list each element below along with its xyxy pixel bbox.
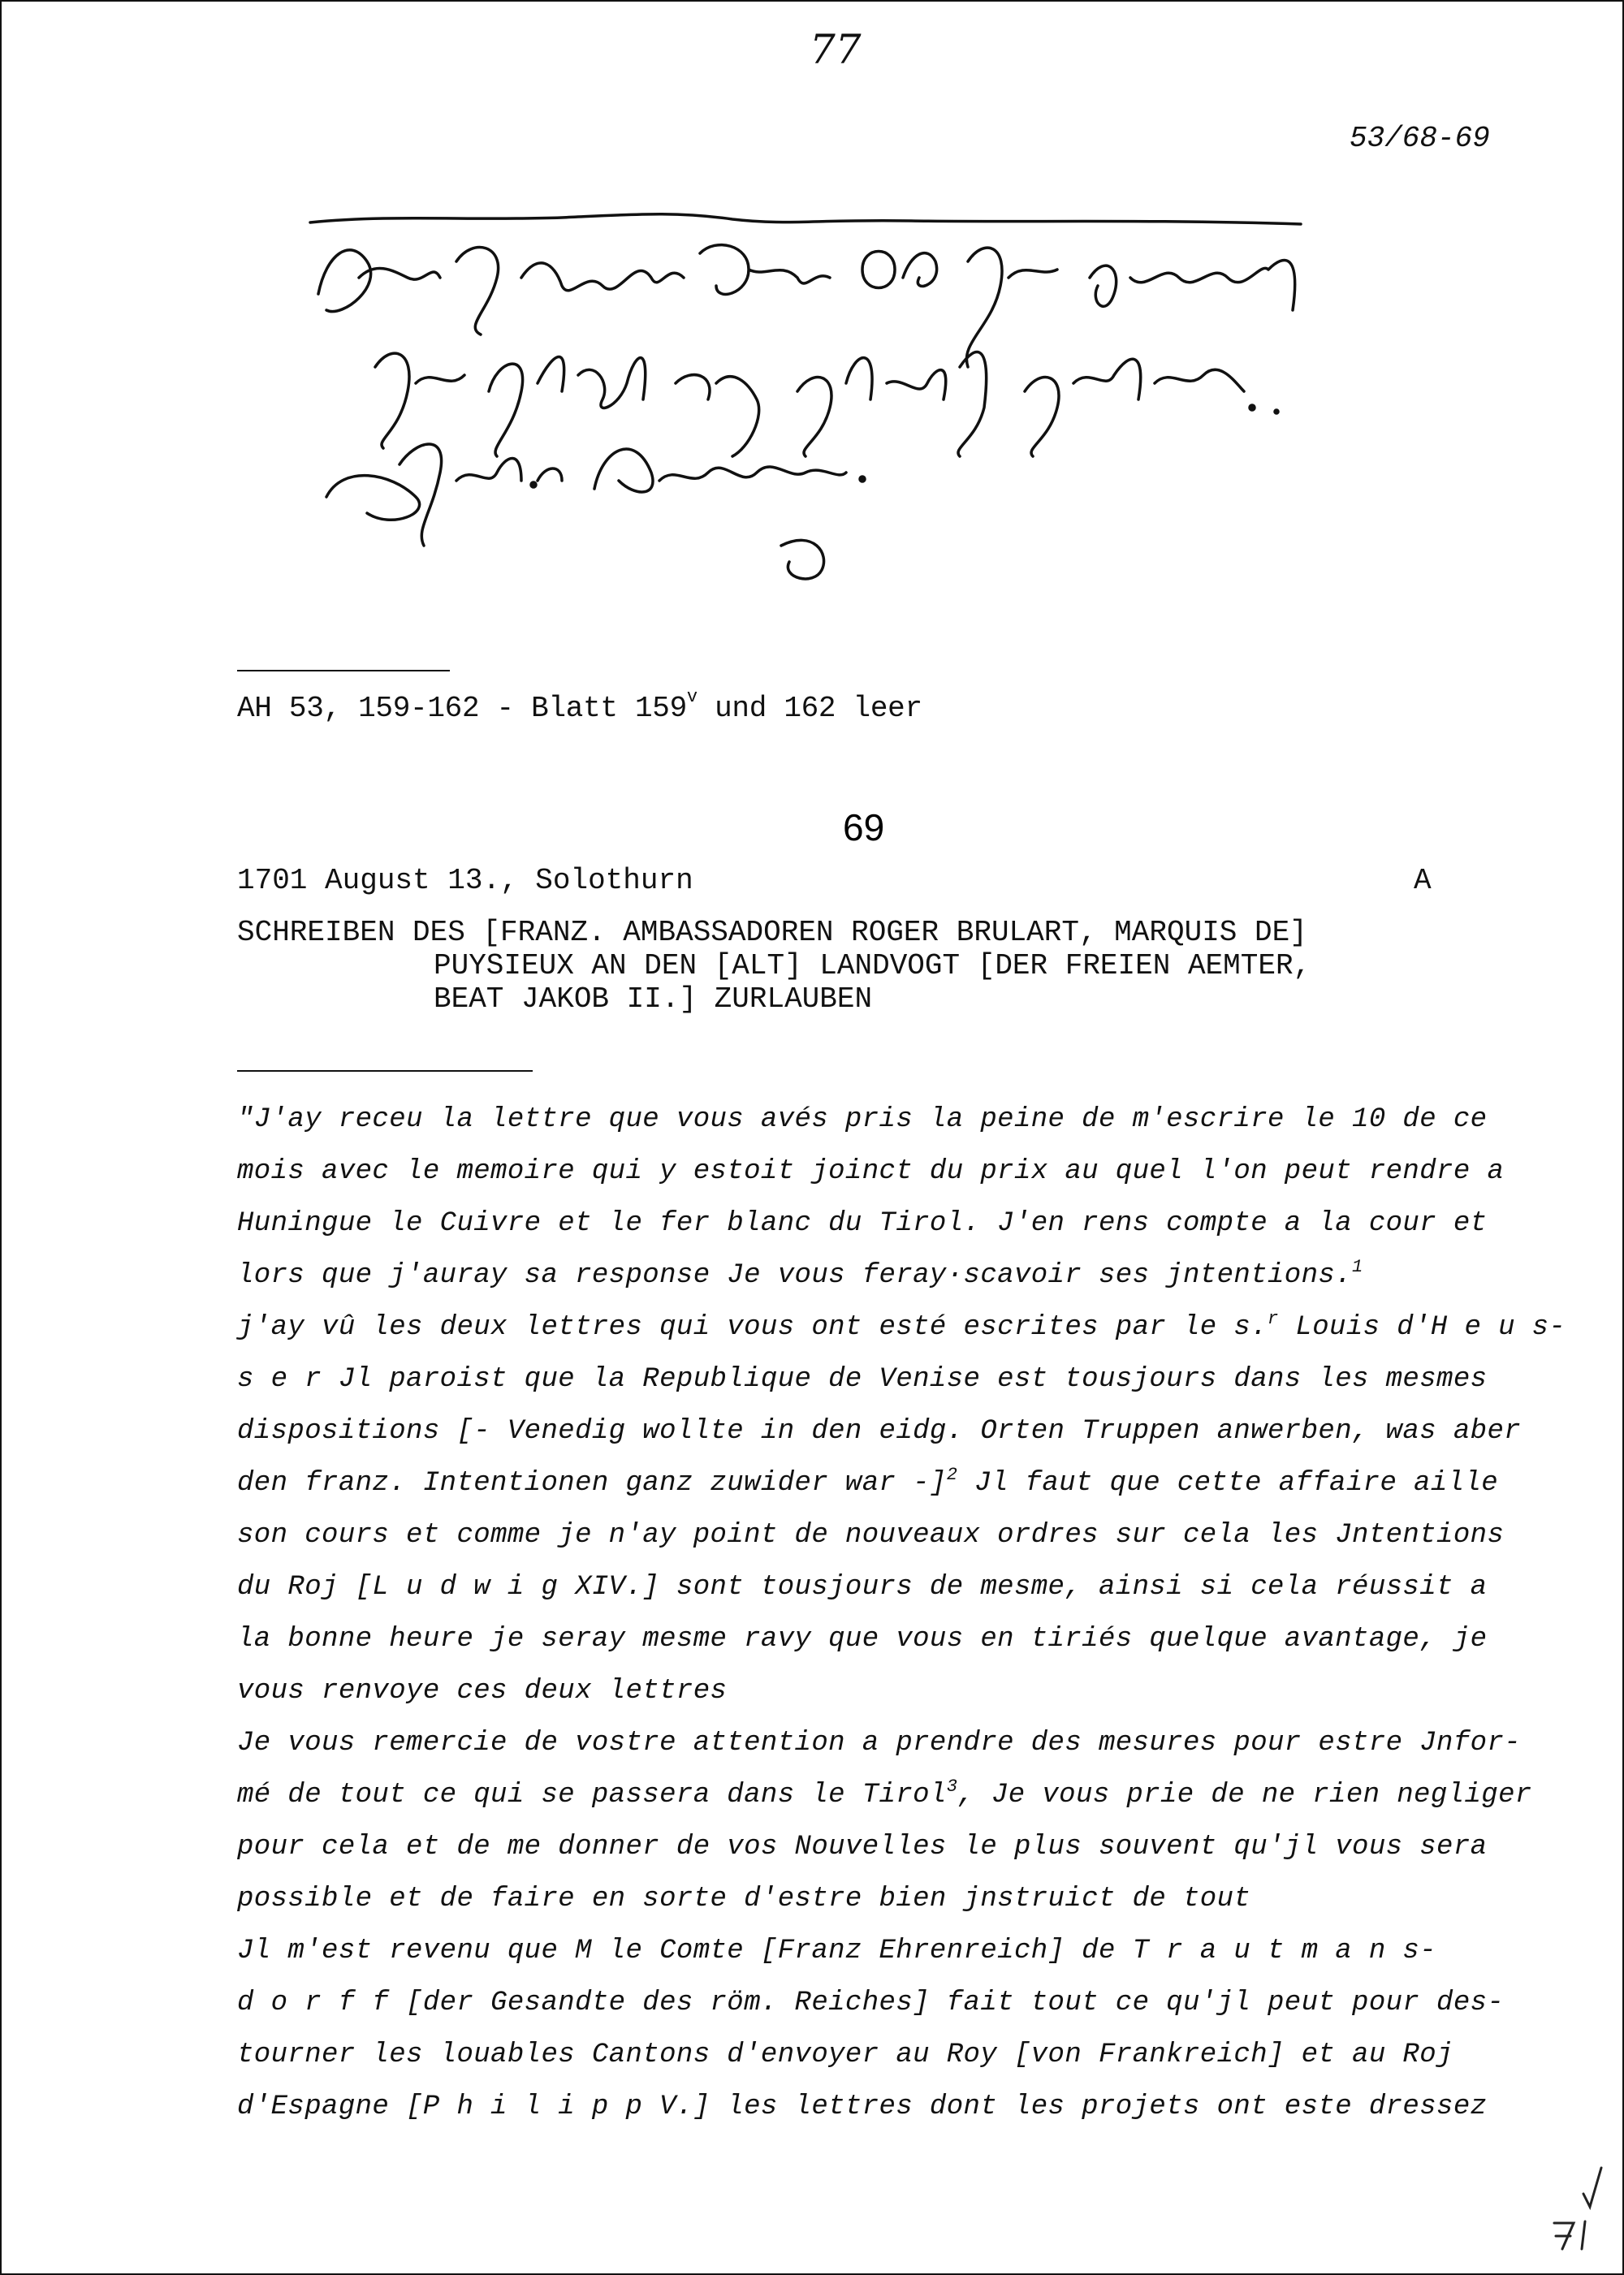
body-line: [237, 1776, 1532, 1811]
divider-rule: [237, 1070, 533, 1072]
body-line: "J'ay receu la lettre que vous avés pris la peine de m'escrire le 10 de ce: [237, 1104, 1488, 1135]
footnote-marker: 2: [946, 1465, 958, 1485]
folio-verso-mark: v: [686, 687, 698, 707]
document-date-place: 1701 August 13., Solothurn: [237, 864, 693, 897]
document-mark: A: [1414, 864, 1432, 897]
body-line: s e r Jl paroist que la Republique de Venise est tousjours dans les mesmes: [237, 1364, 1488, 1395]
pencil-check-mark: [1544, 2161, 1609, 2267]
body-line: Huningue le Cuivre et le fer blanc du Tirol. J'en rens compte a la cour et: [237, 1208, 1488, 1239]
body-line: Jl m'est revenu que M le Comte [Franz Ehrenreich] de T r a u t m a n s-: [237, 1936, 1437, 1966]
divider-rule: [237, 670, 450, 671]
body-line: d o r f f [der Gesandte des röm. Reiches] fait tout ce qu'jl peut pour des-: [237, 1988, 1505, 2018]
body-line: mois avec le memoire qui y estoit joinct du prix au quel l'on peut rendre a: [237, 1156, 1505, 1187]
archive-reference-text: AH 53, 159-162 - Blatt 159: [237, 692, 687, 725]
body-line: son cours et comme je n'ay point de nouveaux ordres sur cela les Jntentions: [237, 1520, 1505, 1551]
folio-number: 77: [810, 26, 862, 73]
body-line: Je vous remercie de vostre attention a prendre des mesures pour estre Jnfor-: [237, 1728, 1522, 1759]
document-heading-line: BEAT JAKOB II.] ZURLAUBEN: [434, 982, 873, 1016]
body-line-text: j'ay vû les deux lettres qui vous ont esté escrites par le s.: [237, 1312, 1268, 1343]
body-line-tail: Jl faut que cette affaire aille: [957, 1468, 1499, 1499]
body-line: du Roj [L u d w i g XIV.] sont tousjours de mesme, ainsi si cela réussit a: [237, 1572, 1488, 1603]
body-line-text: lors que j'auray sa response Je vous feray·scavoir ses jntentions.: [237, 1260, 1353, 1291]
body-line: [237, 1257, 1363, 1291]
body-line-text: den franz. Intentionen ganz zuwider war -]: [237, 1468, 947, 1499]
document-heading-line: SCHREIBEN DES [FRANZ. AMBASSADOREN ROGER BRULART, MARQUIS DE]: [237, 916, 1307, 949]
body-line: pour cela et de me donner de vos Nouvelles le plus souvent qu'jl vous sera: [237, 1832, 1488, 1863]
body-line: vous renvoye ces deux lettres: [237, 1676, 728, 1707]
body-line-tail: , Je vous prie de ne rien negliger: [957, 1780, 1532, 1811]
body-line: [237, 1309, 1566, 1343]
body-line-text: mé de tout ce qui se passera dans le Tirol: [237, 1780, 947, 1811]
document-heading-line: PUYSIEUX AN DEN [ALT] LANDVOGT [DER FREIEN AEMTER,: [434, 949, 1311, 982]
superscript-r: r: [1268, 1309, 1279, 1329]
body-line: d'Espagne [P h i l i p p V.] les lettres dont les projets ont este dressez: [237, 2092, 1488, 2122]
body-line: la bonne heure je seray mesme ravy que vous en tiriés quelque avantage, je: [237, 1624, 1488, 1655]
body-line-tail: Louis d'H e u s-: [1278, 1312, 1566, 1343]
footnote-marker: 3: [946, 1776, 958, 1797]
body-line: dispositions [- Venedig wollte in den eidg. Orten Truppen anwerben, was aber: [237, 1416, 1522, 1447]
handwritten-passage: [294, 205, 1366, 594]
archive-reference: [237, 687, 922, 725]
footnote-marker: 1: [1352, 1257, 1363, 1277]
signature-number: 53/68-69: [1350, 122, 1490, 155]
archive-reference-tail: und 162 leer: [697, 692, 922, 725]
document-number: 69: [843, 806, 885, 848]
body-line: possible et de faire en sorte d'estre bien jnstruict de tout: [237, 1884, 1251, 1915]
body-line: [237, 1465, 1499, 1499]
body-line: tourner les louables Cantons d'envoyer au Roy [von Frankreich] et au Roj: [237, 2040, 1453, 2070]
